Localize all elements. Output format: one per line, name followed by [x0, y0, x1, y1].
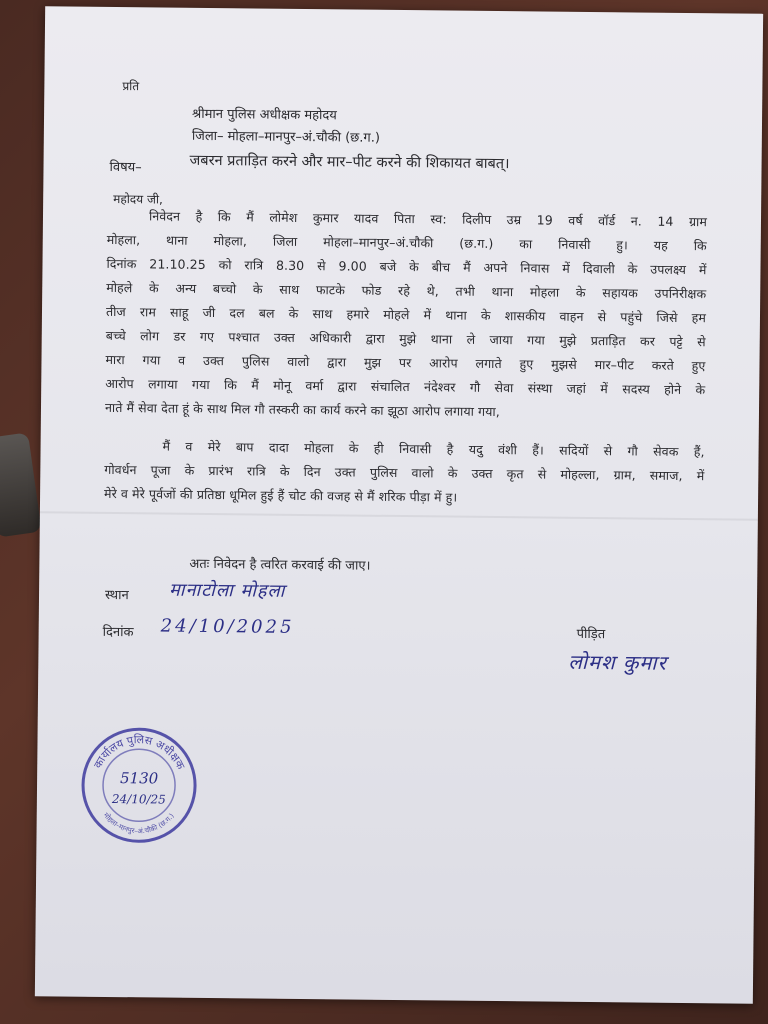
svg-text:मोहला–मानपुर–अं.चौकी (छ.ग.): मोहला–मानपुर–अं.चौकी (छ.ग.): [101, 811, 176, 836]
paragraph-line: मोहले के अन्य बच्चो के साथ फाटके फोड रहे थे, तभी थाना मोहला के सहायक उपनिरीक्षक: [106, 279, 707, 302]
salutation: महोदय जी,: [113, 191, 163, 207]
office-stamp-seal: [78, 725, 199, 846]
subject-label: विषय–: [109, 159, 142, 176]
paragraph-line: गोवर्धन पूजा के प्रारंभ रात्रि के दिन उक्त पुलिस वालो के उक्त कृत से मोहल्ला, ग्राम, समाज, में: [104, 461, 705, 484]
date-label: दिनांक: [102, 624, 134, 641]
paragraph-line: दिनांक 21.10.25 को रात्रि 8.30 से 9.00 बजे के बीच मैं अपने निवास में दिवाली के उपलक्ष्य में: [106, 255, 707, 278]
subject: जबरन प्रताड़ित करने और मार–पीट करने की शिकायत बाबत्।: [189, 152, 510, 173]
paragraph-line: मारा गया व उक्त पुलिस वालो द्वारा मुझ पर आरोप लगाते हुए मुझसे मार–पीट करते हुए: [105, 351, 706, 374]
paragraph-line: मैं व मेरे बाप दादा मोहला के ही निवासी है यदु वंशी हैं। सदियों से गौ सेवक हैं,: [162, 438, 705, 460]
svg-text:24/10/25: 24/10/25: [111, 792, 166, 807]
paragraph-line: मेरे व मेरे पूर्वजों की प्रतिष्ठा धूमिल हुई हैं चोट की वजह से मैं शरिक पीड़ा में हु।: [104, 485, 458, 505]
paragraph-line: बच्चे लोग डर गए पश्चात उक्त अधिकारी द्वारा मुझे थाना ले जाया गया मुझे प्रताड़ित कर पट्टे से: [105, 327, 706, 350]
victim-label: पीड़ित: [576, 626, 606, 643]
paragraph-line: आरोप लगाया गया कि मैं मोनू वर्मा द्वारा संचालित नंदेश्वर गौ सेवा संस्था जहां में सदस्य होने के: [105, 375, 706, 398]
district: जिला– मोहला–मानपुर–अं.चौकी (छ.ग.): [191, 128, 381, 146]
letter-sheet: [35, 6, 763, 1003]
svg-text:कार्यालय पुलिस अधीक्षक: कार्यालय पुलिस अधीक्षक: [91, 733, 188, 772]
date-handwritten: 24/10/2025: [160, 615, 295, 638]
paragraph-line: नाते मैं सेवा देता हूं के साथ मिल गौ तस्करी का कार्य करने का झूठा आरोप लगाया गया,: [104, 399, 500, 420]
to-label: प्रति: [122, 79, 140, 94]
place-handwritten: मानाटोला मोहला: [168, 579, 286, 602]
closing-request: अतः निवेदन है त्वरित करवाई की जाए।: [189, 556, 371, 574]
place-label: स्थान: [104, 587, 129, 604]
paper-fold: [40, 511, 758, 521]
svg-text:5130: 5130: [119, 769, 159, 788]
addressee: श्रीमान पुलिस अधीक्षक महोदय: [192, 106, 337, 124]
paragraph-line: निवेदन है कि मैं लोमेश कुमार यादव पिता स्व: दिलीप उम्र 19 वर्ष वॉर्ड न. 14 ग्राम: [148, 208, 708, 230]
paragraph-line: तीज राम साहू जी दल बल के साथ हमारे मोहले में थाना के शासकीय वाहन से पहुंचे जिसे हम: [105, 303, 707, 326]
signature: लोमश कुमार: [568, 649, 667, 675]
paragraph-line: मोहला, थाना मोहला, जिला मोहला–मानपुर–अं.चौकी (छ.ग.) का निवासी हु। यह कि: [106, 231, 707, 254]
dark-object-on-table: [0, 432, 42, 537]
